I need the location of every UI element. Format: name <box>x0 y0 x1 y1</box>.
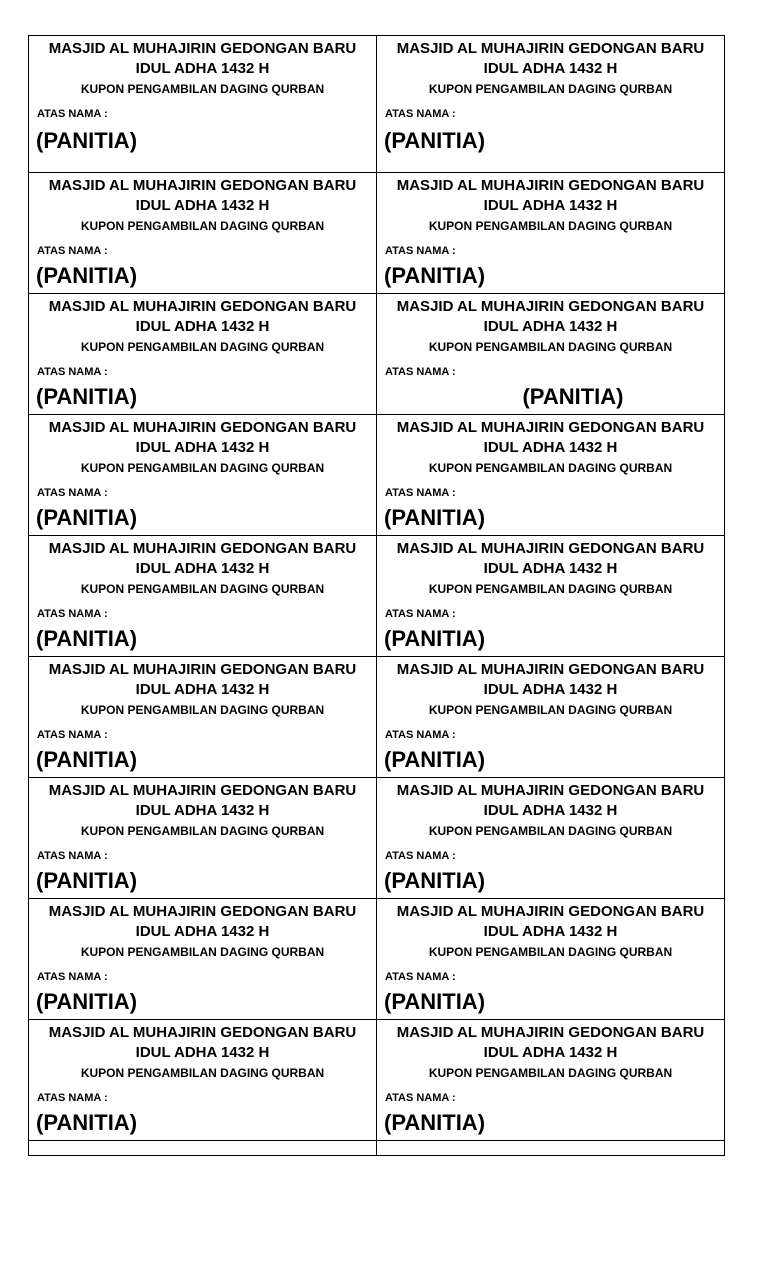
coupon-card <box>29 536 377 657</box>
coupon-purpose: KUPON PENGAMBILAN DAGING QURBAN <box>428 945 673 959</box>
name-value: (PANITIA) <box>384 1110 486 1135</box>
coupon-table <box>28 35 725 1156</box>
name-value: (PANITIA) <box>36 263 138 288</box>
coupon-purpose: KUPON PENGAMBILAN DAGING QURBAN <box>80 824 325 838</box>
coupon-card <box>29 1020 377 1141</box>
empty-cell <box>377 1141 725 1156</box>
event-title: IDUL ADHA 1432 H <box>135 560 270 577</box>
event-title: IDUL ADHA 1432 H <box>483 560 618 577</box>
event-title: IDUL ADHA 1432 H <box>135 197 270 214</box>
coupon-purpose: KUPON PENGAMBILAN DAGING QURBAN <box>428 461 673 475</box>
mosque-name: MASJID AL MUHAJIRIN GEDONGAN BARU <box>396 298 705 315</box>
event-title: IDUL ADHA 1432 H <box>483 681 618 698</box>
coupon-purpose: KUPON PENGAMBILAN DAGING QURBAN <box>80 340 325 354</box>
name-label: ATAS NAMA : <box>37 850 108 862</box>
name-value: (PANITIA) <box>36 626 138 651</box>
coupon-purpose: KUPON PENGAMBILAN DAGING QURBAN <box>428 824 673 838</box>
mosque-name: MASJID AL MUHAJIRIN GEDONGAN BARU <box>396 903 705 920</box>
coupon-purpose: KUPON PENGAMBILAN DAGING QURBAN <box>428 1066 673 1080</box>
name-value: (PANITIA) <box>384 505 486 530</box>
name-label: ATAS NAMA : <box>37 729 108 741</box>
name-value: (PANITIA) <box>522 384 624 409</box>
coupon-card <box>377 778 725 899</box>
mosque-name: MASJID AL MUHAJIRIN GEDONGAN BARU <box>396 661 705 678</box>
name-value: (PANITIA) <box>36 128 138 153</box>
mosque-name: MASJID AL MUHAJIRIN GEDONGAN BARU <box>396 177 705 194</box>
coupon-purpose: KUPON PENGAMBILAN DAGING QURBAN <box>428 82 673 96</box>
coupon-purpose: KUPON PENGAMBILAN DAGING QURBAN <box>80 1066 325 1080</box>
name-value: (PANITIA) <box>36 1110 138 1135</box>
event-title: IDUL ADHA 1432 H <box>135 681 270 698</box>
event-title: IDUL ADHA 1432 H <box>135 1044 270 1061</box>
mosque-name: MASJID AL MUHAJIRIN GEDONGAN BARU <box>396 782 705 799</box>
mosque-name: MASJID AL MUHAJIRIN GEDONGAN BARU <box>396 540 705 557</box>
name-label: ATAS NAMA : <box>385 108 456 120</box>
name-label: ATAS NAMA : <box>385 608 456 620</box>
coupon-card <box>377 657 725 778</box>
name-label: ATAS NAMA : <box>37 971 108 983</box>
mosque-name: MASJID AL MUHAJIRIN GEDONGAN BARU <box>48 177 357 194</box>
coupon-card <box>377 173 725 294</box>
mosque-name: MASJID AL MUHAJIRIN GEDONGAN BARU <box>48 298 357 315</box>
name-label: ATAS NAMA : <box>37 1092 108 1104</box>
event-title: IDUL ADHA 1432 H <box>135 923 270 940</box>
coupon-purpose: KUPON PENGAMBILAN DAGING QURBAN <box>428 582 673 596</box>
name-label: ATAS NAMA : <box>37 487 108 499</box>
coupon-row <box>29 778 725 899</box>
name-value: (PANITIA) <box>36 747 138 772</box>
mosque-name: MASJID AL MUHAJIRIN GEDONGAN BARU <box>48 661 357 678</box>
event-title: IDUL ADHA 1432 H <box>483 1044 618 1061</box>
coupon-purpose: KUPON PENGAMBILAN DAGING QURBAN <box>80 82 325 96</box>
coupon-card <box>29 899 377 1020</box>
event-title: IDUL ADHA 1432 H <box>135 439 270 456</box>
coupon-card <box>29 415 377 536</box>
event-title: IDUL ADHA 1432 H <box>483 60 618 77</box>
event-title: IDUL ADHA 1432 H <box>483 439 618 456</box>
coupon-card <box>29 778 377 899</box>
coupon-card <box>377 1020 725 1141</box>
mosque-name: MASJID AL MUHAJIRIN GEDONGAN BARU <box>48 903 357 920</box>
coupon-purpose: KUPON PENGAMBILAN DAGING QURBAN <box>428 340 673 354</box>
name-label: ATAS NAMA : <box>385 366 456 378</box>
coupon-purpose: KUPON PENGAMBILAN DAGING QURBAN <box>428 703 673 717</box>
name-label: ATAS NAMA : <box>385 850 456 862</box>
name-value: (PANITIA) <box>36 868 138 893</box>
name-value: (PANITIA) <box>36 505 138 530</box>
coupon-row <box>29 536 725 657</box>
coupon-card <box>29 294 377 415</box>
name-label: ATAS NAMA : <box>385 971 456 983</box>
mosque-name: MASJID AL MUHAJIRIN GEDONGAN BARU <box>48 540 357 557</box>
coupon-sheet <box>28 35 725 1156</box>
name-label: ATAS NAMA : <box>385 729 456 741</box>
coupon-card <box>377 899 725 1020</box>
coupon-card <box>29 173 377 294</box>
name-value: (PANITIA) <box>384 747 486 772</box>
event-title: IDUL ADHA 1432 H <box>135 802 270 819</box>
name-label: ATAS NAMA : <box>37 245 108 257</box>
coupon-row <box>29 36 725 173</box>
coupon-card <box>377 415 725 536</box>
coupon-row <box>29 899 725 1020</box>
coupon-purpose: KUPON PENGAMBILAN DAGING QURBAN <box>80 582 325 596</box>
coupon-purpose: KUPON PENGAMBILAN DAGING QURBAN <box>80 945 325 959</box>
coupon-card <box>377 36 725 173</box>
mosque-name: MASJID AL MUHAJIRIN GEDONGAN BARU <box>48 1024 357 1041</box>
name-label: ATAS NAMA : <box>385 245 456 257</box>
coupon-row <box>29 657 725 778</box>
name-value: (PANITIA) <box>384 989 486 1014</box>
mosque-name: MASJID AL MUHAJIRIN GEDONGAN BARU <box>396 40 705 57</box>
mosque-name: MASJID AL MUHAJIRIN GEDONGAN BARU <box>48 419 357 436</box>
coupon-row <box>29 1020 725 1141</box>
name-label: ATAS NAMA : <box>385 487 456 499</box>
name-label: ATAS NAMA : <box>385 1092 456 1104</box>
event-title: IDUL ADHA 1432 H <box>483 802 618 819</box>
coupon-row <box>29 415 725 536</box>
mosque-name: MASJID AL MUHAJIRIN GEDONGAN BARU <box>396 1024 705 1041</box>
event-title: IDUL ADHA 1432 H <box>483 197 618 214</box>
coupon-purpose: KUPON PENGAMBILAN DAGING QURBAN <box>80 703 325 717</box>
coupon-purpose: KUPON PENGAMBILAN DAGING QURBAN <box>80 461 325 475</box>
empty-row <box>29 1141 725 1156</box>
event-title: IDUL ADHA 1432 H <box>483 318 618 335</box>
name-label: ATAS NAMA : <box>37 366 108 378</box>
coupon-row <box>29 294 725 415</box>
coupon-purpose: KUPON PENGAMBILAN DAGING QURBAN <box>80 219 325 233</box>
name-value: (PANITIA) <box>384 868 486 893</box>
name-value: (PANITIA) <box>36 989 138 1014</box>
name-value: (PANITIA) <box>384 128 486 153</box>
name-value: (PANITIA) <box>384 626 486 651</box>
event-title: IDUL ADHA 1432 H <box>135 60 270 77</box>
coupon-card <box>29 36 377 173</box>
mosque-name: MASJID AL MUHAJIRIN GEDONGAN BARU <box>48 782 357 799</box>
name-value: (PANITIA) <box>36 384 138 409</box>
coupon-card <box>377 294 725 415</box>
empty-cell <box>29 1141 377 1156</box>
coupon-card <box>29 657 377 778</box>
name-label: ATAS NAMA : <box>37 108 108 120</box>
mosque-name: MASJID AL MUHAJIRIN GEDONGAN BARU <box>396 419 705 436</box>
coupon-row <box>29 173 725 294</box>
name-value: (PANITIA) <box>384 263 486 288</box>
name-label: ATAS NAMA : <box>37 608 108 620</box>
event-title: IDUL ADHA 1432 H <box>483 923 618 940</box>
event-title: IDUL ADHA 1432 H <box>135 318 270 335</box>
coupon-card <box>377 536 725 657</box>
coupon-purpose: KUPON PENGAMBILAN DAGING QURBAN <box>428 219 673 233</box>
mosque-name: MASJID AL MUHAJIRIN GEDONGAN BARU <box>48 40 357 57</box>
